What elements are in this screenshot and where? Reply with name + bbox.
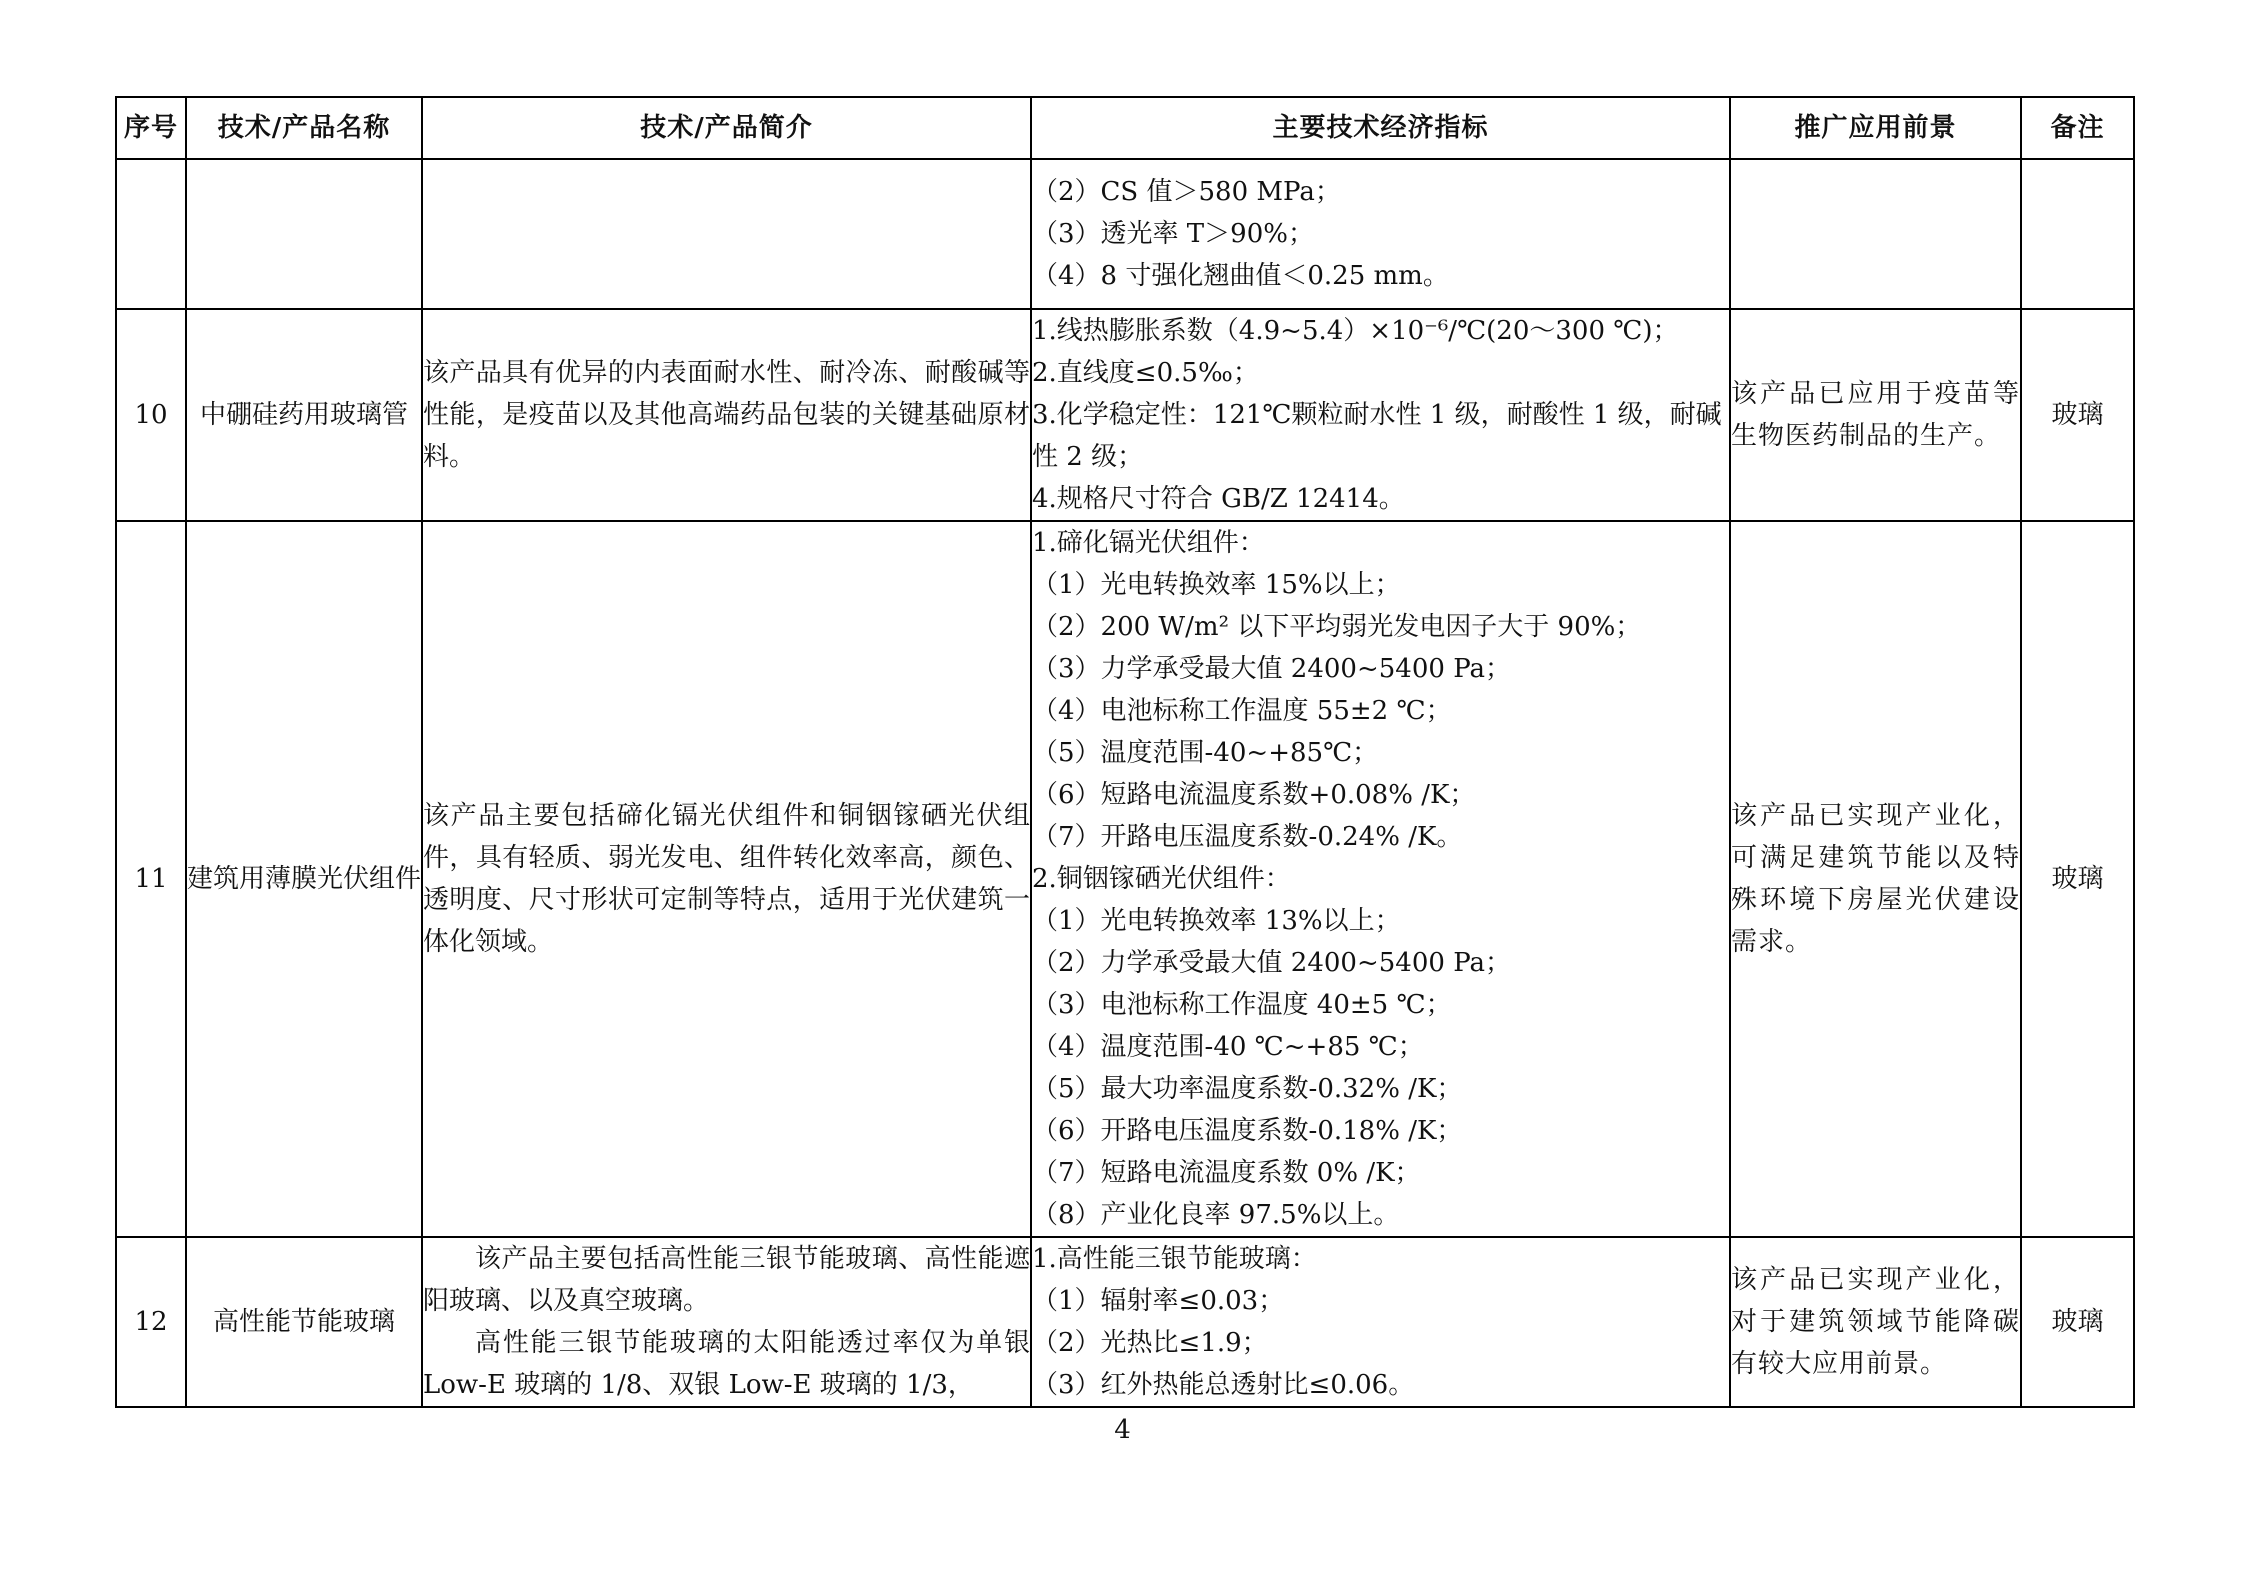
row-name xyxy=(186,159,422,309)
row-note: 玻璃 xyxy=(2021,521,2134,1237)
intro-paragraph: 该产品主要包括碲化镉光伏组件和铜铟镓硒光伏组件，具有轻质、弱光发电、组件转化效率高，颜色、透明度、尺寸形状可定制等特点，适用于光伏建筑一体化领域。 xyxy=(423,801,1030,957)
spec-line: （5）最大功率温度系数-0.32% /K； xyxy=(1032,1074,1463,1104)
spec-line: 2.铜铟镓硒光伏组件： xyxy=(1032,864,1291,894)
row-name: 高性能节能玻璃 xyxy=(186,1237,422,1407)
table-header-row xyxy=(116,97,2134,159)
header-spec: 主要技术经济指标 xyxy=(1031,97,1730,159)
row-intro xyxy=(422,159,1031,309)
row-intro xyxy=(422,521,1031,1237)
row-note: 玻璃 xyxy=(2021,1237,2134,1407)
row-prospect xyxy=(1730,159,2021,309)
row-num: 12 xyxy=(116,1237,186,1407)
spec-line: （5）温度范围-40~+85℃； xyxy=(1032,738,1379,768)
row-intro xyxy=(422,1237,1031,1407)
header-prospect: 推广应用前景 xyxy=(1730,97,2021,159)
row-note xyxy=(2021,159,2134,309)
spec-line: 3.化学稳定性：121℃颗粒耐水性 1 级，耐酸性 1 级，耐碱 xyxy=(1032,400,1722,430)
page-number: 4 xyxy=(1114,1415,1131,1445)
row-prospect: 该产品已实现产业化，可满足建筑节能以及特殊环境下房屋光伏建设需求。 xyxy=(1730,521,2021,1237)
spec-line: （2）200 W/m² 以下平均弱光发电因子大于 90%； xyxy=(1032,612,1642,642)
spec-line: 1.碲化镉光伏组件： xyxy=(1032,528,1265,558)
spec-line: （1）光电转换效率 13%以上； xyxy=(1032,906,1401,936)
technology-catalog-table xyxy=(115,96,2135,1408)
header-note: 备注 xyxy=(2021,97,2134,159)
row-spec xyxy=(1031,309,1730,521)
table-row xyxy=(116,309,2134,521)
table-row xyxy=(116,159,2134,309)
row-num: 10 xyxy=(116,309,186,521)
row-spec xyxy=(1031,521,1730,1237)
spec-line: （2）光热比≤1.9； xyxy=(1032,1328,1268,1358)
spec-line: （6）短路电流温度系数+0.08% /K； xyxy=(1032,780,1476,810)
row-num: 11 xyxy=(116,521,186,1237)
header-intro: 技术/产品简介 xyxy=(422,97,1031,159)
row-intro xyxy=(422,309,1031,521)
header-num: 序号 xyxy=(116,97,186,159)
spec-line: 2.直线度≤0.5‰； xyxy=(1032,358,1259,388)
spec-line: 性 2 级； xyxy=(1032,442,1144,472)
spec-line: （6）开路电压温度系数-0.18% /K； xyxy=(1032,1116,1463,1146)
row-prospect: 该产品已实现产业化，对于建筑领域节能降碳有较大应用前景。 xyxy=(1730,1237,2021,1407)
spec-line: 1.高性能三银节能玻璃： xyxy=(1032,1244,1317,1274)
header-name: 技术/产品名称 xyxy=(186,97,422,159)
spec-line: （4）8 寸强化翘曲值＜0.25 mm。 xyxy=(1032,261,1449,291)
row-spec xyxy=(1031,1237,1730,1407)
spec-line: （8）产业化良率 97.5%以上。 xyxy=(1032,1200,1400,1230)
intro-paragraph: 高性能三银节能玻璃的太阳能透过率仅为单银 Low-E 玻璃的 1/8、双银 Low-E 玻璃的 1/3， xyxy=(423,1328,1030,1400)
row-note: 玻璃 xyxy=(2021,309,2134,521)
spec-line: （3）透光率 T＞90%； xyxy=(1032,219,1314,249)
spec-line: （7）短路电流温度系数 0% /K； xyxy=(1032,1158,1421,1188)
spec-line: （7）开路电压温度系数-0.24% /K。 xyxy=(1032,822,1463,852)
row-name: 建筑用薄膜光伏组件 xyxy=(186,521,422,1237)
row-num xyxy=(116,159,186,309)
spec-line: （4）电池标称工作温度 55±2 ℃； xyxy=(1032,696,1452,726)
spec-line: （2）CS 值＞580 MPa； xyxy=(1032,177,1341,207)
spec-line: （1）光电转换效率 15%以上； xyxy=(1032,570,1401,600)
spec-line: （3）红外热能总透射比≤0.06。 xyxy=(1032,1370,1415,1400)
spec-line: （4）温度范围-40 ℃~+85 ℃； xyxy=(1032,1032,1424,1062)
table-row xyxy=(116,521,2134,1237)
spec-line: （1）辐射率≤0.03； xyxy=(1032,1286,1285,1316)
table-row xyxy=(116,1237,2134,1407)
row-prospect: 该产品已应用于疫苗等生物医药制品的生产。 xyxy=(1730,309,2021,521)
spec-line: （3）力学承受最大值 2400~5400 Pa； xyxy=(1032,654,1512,684)
intro-paragraph: 该产品具有优异的内表面耐水性、耐冷冻、耐酸碱等性能，是疫苗以及其他高端药品包装的关键基础原材料。 xyxy=(423,358,1030,472)
row-name: 中硼硅药用玻璃管 xyxy=(186,309,422,521)
spec-line: （2）力学承受最大值 2400~5400 Pa； xyxy=(1032,948,1512,978)
row-spec xyxy=(1031,159,1730,309)
intro-paragraph: 该产品主要包括高性能三银节能玻璃、高性能遮阳玻璃、以及真空玻璃。 xyxy=(423,1244,1030,1316)
spec-line: （3）电池标称工作温度 40±5 ℃； xyxy=(1032,990,1452,1020)
spec-line: 4.规格尺寸符合 GB/Z 12414。 xyxy=(1032,484,1405,514)
spec-line: 1.线热膨胀系数（4.9~5.4）×10⁻⁶/℃(20～300 ℃)； xyxy=(1032,316,1679,346)
